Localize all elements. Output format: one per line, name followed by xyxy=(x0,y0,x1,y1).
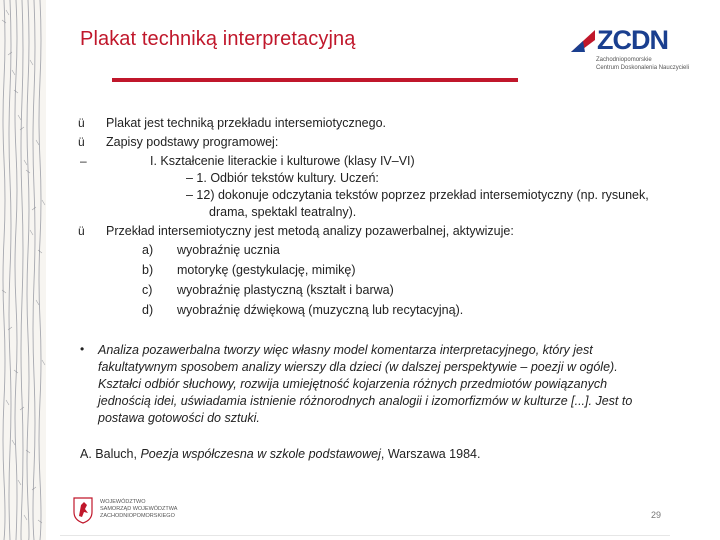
curriculum-level-2-continuation: drama, spektakl teatralny). xyxy=(209,205,357,219)
list-letter: c) xyxy=(142,283,153,297)
checkmark-icon: ü xyxy=(78,224,85,238)
logo-subtitle-2: Centrum Doskonalenia Nauczycieli xyxy=(596,65,690,71)
bullet-text: Zapisy podstawy programowej: xyxy=(106,135,279,149)
bullet-text: Plakat jest techniką przekładu intersemiotycznego. xyxy=(106,116,387,130)
griffin-crest-icon xyxy=(72,496,94,524)
list-item: wyobraźnię plastyczną (kształt i barwa) xyxy=(177,283,394,297)
list-letter: b) xyxy=(142,263,154,277)
quote-line: Kształci odbiór słuchowy, rozwija umiejętność kojarzenia różnych przedmiotów powiązanych xyxy=(98,377,608,391)
logo-wordmark: ZCDN xyxy=(597,25,668,55)
quote-line: postawa gotowości do sztuki. xyxy=(98,411,260,425)
dash-marker: – xyxy=(80,154,87,168)
citation-place-year: , Warszawa 1984. xyxy=(380,447,481,461)
page-number: 29 xyxy=(651,510,662,520)
quote-bullet: • xyxy=(80,342,85,356)
quote-line: Analiza pozawerbalna tworzy więc własny model komentarza interpretacyjnego, który jest xyxy=(98,343,593,357)
footer-org-line: SAMORZĄD WOJEWÓDZTWA xyxy=(100,506,178,512)
footer-org-line: ZACHODNIOPOMORSKIEGO xyxy=(100,513,175,519)
checkmark-icon: ü xyxy=(78,135,85,149)
curriculum-level-2: – 12) dokonuje odczytania tekstów poprzez przekład intersemiotyczny (np. rysunek, xyxy=(186,188,649,202)
curriculum-level-1: I. Kształcenie literackie i kulturowe (klasy IV–VI) xyxy=(150,154,415,168)
citation-author: A. Baluch, xyxy=(80,447,137,461)
list-item: wyobraźnię dźwiękową (muzyczną lub recytacyjną). xyxy=(177,303,464,317)
footer-divider xyxy=(60,535,670,536)
quote-line: jednością idei, uświadamia istnienie różnorodnych analogii i izomorfizmów w kulturze [...]. Jest to xyxy=(98,394,633,408)
footer-org-logo xyxy=(72,496,232,530)
checkmark-icon: ü xyxy=(78,116,85,130)
list-item: wyobraźnię ucznia xyxy=(177,243,280,257)
list-letter: d) xyxy=(142,303,154,317)
citation xyxy=(80,447,480,461)
slide-title: Plakat techniką interpretacyjną xyxy=(80,28,356,50)
quote-line: fakultatywnym sposobem analizy wierszy dla dzieci (w dalszej perspektywie – poezji w ogóle). xyxy=(98,360,618,374)
quote-block xyxy=(98,342,658,427)
citation-work: Poezja współczesna w szkole podstawowej xyxy=(140,447,381,461)
list-item: motorykę (gestykulację, mimikę) xyxy=(177,263,356,277)
bullet-text: Przekład intersemiotyczny jest metodą analizy pozawerbalnej, aktywizuje: xyxy=(106,224,514,238)
curriculum-level-2: – 1. Odbiór tekstów kultury. Uczeń: xyxy=(186,171,379,185)
list-letter: a) xyxy=(142,243,154,257)
footer-org-line: WOJEWÓDZTWO xyxy=(100,499,146,505)
logo-subtitle-1: Zachodniopomorskie xyxy=(596,57,652,63)
